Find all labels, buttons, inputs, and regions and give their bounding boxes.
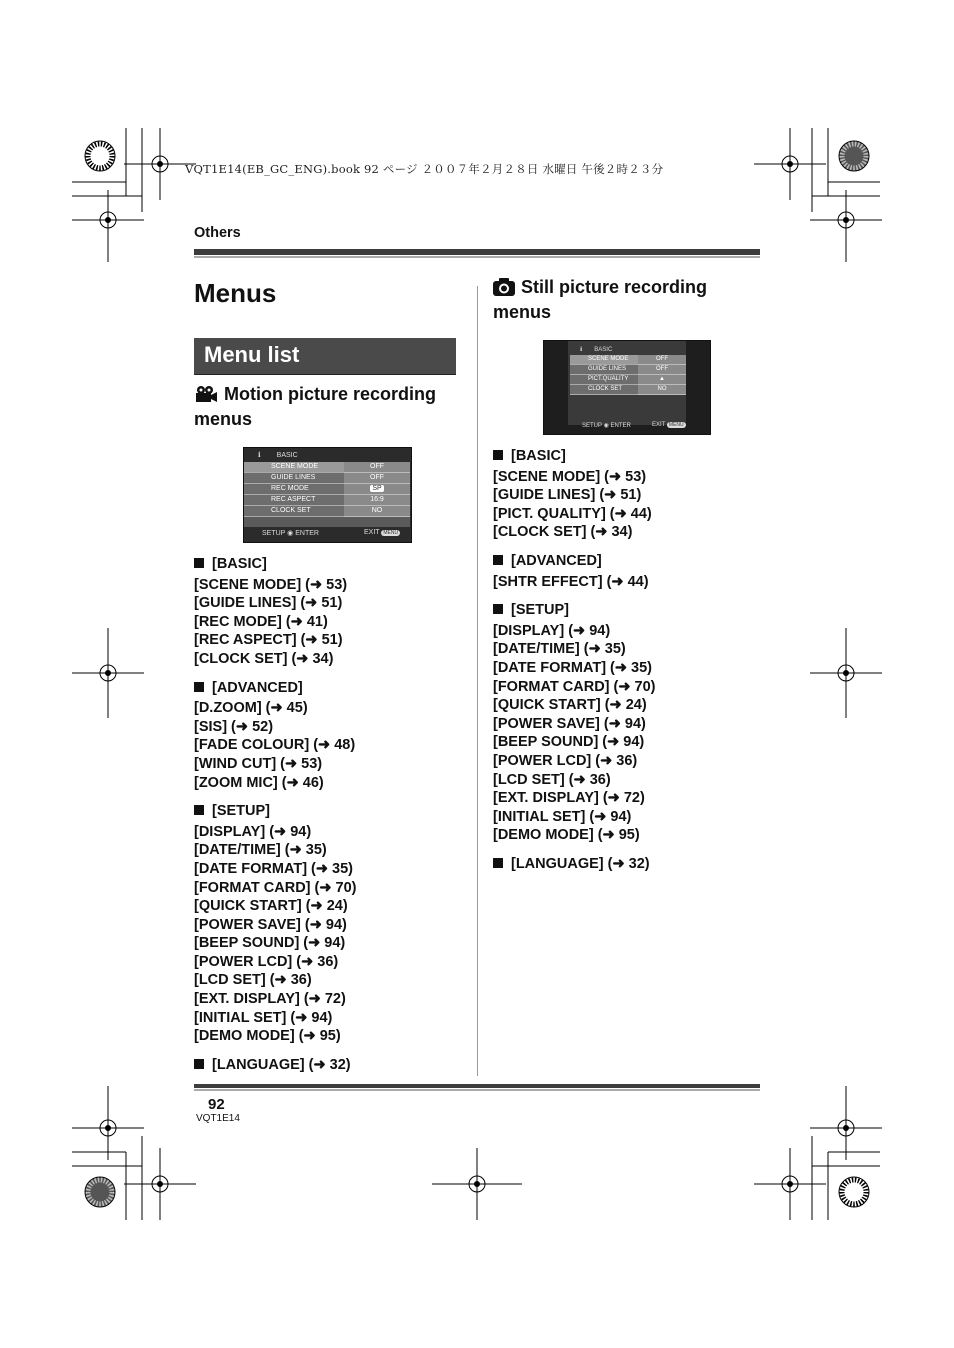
menu-group — [194, 679, 464, 793]
still-screen-row: CLOCK SET — [588, 386, 623, 392]
square-bullet-icon — [493, 858, 503, 868]
motion-heading-line1: Motion picture recording — [224, 384, 437, 404]
still-heading — [493, 276, 763, 323]
menu-entry: [CLOCK SET] (➜ 34) — [194, 650, 334, 667]
menu-group-label: [BASIC] — [511, 448, 566, 464]
bottom-rule-thin — [194, 1089, 760, 1091]
menu-group — [194, 1056, 464, 1075]
menu-group — [493, 447, 763, 542]
menu-group — [493, 601, 763, 845]
motion-screen-row: REC MODE — [271, 485, 309, 492]
motion-screen-row: REC ASPECT — [271, 496, 316, 503]
menu-entry: [QUICK START] (➜ 24) — [194, 898, 348, 915]
menu-group-heading — [194, 802, 464, 821]
menu-entry: [PICT. QUALITY] (➜ 44) — [493, 505, 652, 522]
motion-menu-screen — [243, 447, 412, 543]
still-menu-screen — [543, 340, 711, 435]
bottom-rule — [194, 1084, 760, 1088]
square-bullet-icon — [493, 450, 503, 460]
model-code: VQT1E14 — [196, 1113, 240, 1124]
movie-camera-icon — [194, 385, 218, 408]
menu-entry: [DEMO MODE] (➜ 95) — [493, 827, 640, 844]
motion-menu-list — [194, 555, 464, 1084]
still-heading-line2: menus — [493, 302, 552, 322]
camera-icon — [493, 278, 515, 301]
square-bullet-icon — [194, 1059, 204, 1069]
still-screen-footer: SETUP ◉ ENTER — [582, 423, 631, 429]
menu-group — [194, 555, 464, 669]
menu-entry: [FORMAT CARD] (➜ 70) — [493, 678, 656, 695]
square-bullet-icon — [194, 682, 204, 692]
motion-screen-row: GUIDE LINES — [271, 474, 316, 481]
menu-group-label: [BASIC] — [212, 556, 267, 572]
still-screen-value: ▲ — [638, 375, 686, 385]
menu-group-label: [LANGUAGE] (➜ 32) — [511, 855, 650, 872]
menu-entry: [SHTR EFFECT] (➜ 44) — [493, 573, 649, 590]
menu-entry: [FADE COLOUR] (➜ 48) — [194, 737, 356, 754]
page-number: 92 — [208, 1096, 225, 1113]
still-screen-value: NO — [638, 385, 686, 395]
menu-entry: [POWER SAVE] (➜ 94) — [493, 715, 646, 732]
motion-screen-value: 16:9 — [344, 495, 410, 506]
menu-entry: [INITIAL SET] (➜ 94) — [194, 1009, 333, 1026]
motion-screen-tab: ℹ BASIC — [258, 452, 298, 459]
menu-entry: [BEEP SOUND] (➜ 94) — [493, 734, 645, 751]
menu-group-label: [LANGUAGE] (➜ 32) — [212, 1056, 351, 1073]
menu-entry: [EXT. DISPLAY] (➜ 72) — [493, 790, 645, 807]
menu-entry: [INITIAL SET] (➜ 94) — [493, 808, 632, 825]
motion-screen-value: OFF — [344, 473, 410, 484]
menu-entry: [QUICK START] (➜ 24) — [493, 697, 647, 714]
menu-entry: [POWER SAVE] (➜ 94) — [194, 916, 347, 933]
motion-screen-value: SP — [344, 484, 410, 495]
menu-list-label: Menu list — [204, 342, 300, 367]
page-title: Menus — [194, 278, 277, 308]
motion-heading-line2: menus — [194, 409, 253, 429]
wrench-icon: ℹ — [258, 452, 261, 459]
menu-group — [194, 802, 464, 1046]
menu-group-label: [ADVANCED] — [212, 679, 303, 696]
motion-screen-value: NO — [344, 506, 410, 517]
menu-entry: [LCD SET] (➜ 36) — [493, 771, 611, 788]
menu-group — [493, 855, 763, 874]
menu-entry: [DISPLAY] (➜ 94) — [194, 823, 312, 840]
top-rule-thin — [194, 256, 760, 258]
motion-screen-footer: SETUP ◉ ENTER — [262, 530, 319, 537]
menu-list-banner — [194, 338, 456, 375]
section-label: Others — [194, 225, 241, 241]
menu-group-heading — [493, 601, 763, 620]
square-bullet-icon — [194, 558, 204, 568]
menu-entry: [LCD SET] (➜ 36) — [194, 972, 312, 989]
print-header: VQT1E14(EB_GC_ENG).book 92 ページ ２００７年２月２８日 水曜日 午後２時２３分 — [185, 162, 664, 176]
menu-group — [493, 552, 763, 591]
wrench-icon: ℹ — [580, 347, 583, 353]
menu-entry: [GUIDE LINES] (➜ 51) — [194, 595, 343, 612]
still-screen-row: SCENE MODE — [588, 356, 629, 362]
menu-entry: [POWER LCD] (➜ 36) — [194, 953, 339, 970]
menu-entry: [POWER LCD] (➜ 36) — [493, 752, 638, 769]
menu-group-heading — [493, 447, 763, 466]
menu-entry: [BEEP SOUND] (➜ 94) — [194, 935, 346, 952]
menu-entry: [DISPLAY] (➜ 94) — [493, 622, 611, 639]
menu-group-heading — [493, 552, 763, 571]
still-screen-row: GUIDE LINES — [588, 366, 627, 372]
still-screen-value: OFF — [638, 355, 686, 365]
still-screen-exit: EXIT MENU — [652, 422, 684, 428]
menu-group-heading — [194, 1056, 464, 1075]
menu-entry: [FORMAT CARD] (➜ 70) — [194, 879, 357, 896]
menu-entry: [CLOCK SET] (➜ 34) — [493, 524, 633, 541]
menu-group-label: [SETUP] — [212, 803, 270, 820]
menu-group-heading — [194, 679, 464, 698]
square-bullet-icon — [493, 604, 503, 614]
menu-entry: [REC MODE] (➜ 41) — [194, 613, 328, 630]
square-bullet-icon — [194, 805, 204, 815]
motion-screen-value: OFF — [344, 462, 410, 473]
still-screen-value: OFF — [638, 365, 686, 375]
menu-entry: [WIND CUT] (➜ 53) — [194, 755, 323, 772]
menu-entry: [DATE FORMAT] (➜ 35) — [194, 860, 354, 877]
top-rule — [194, 249, 760, 255]
menu-group-label: [ADVANCED] — [511, 552, 602, 569]
menu-entry: [D.ZOOM] (➜ 45) — [194, 700, 308, 717]
motion-heading — [194, 383, 464, 430]
menu-group-label: [SETUP] — [511, 602, 569, 619]
menu-group-heading — [194, 555, 464, 574]
menu-entry: [SCENE MODE] (➜ 53) — [493, 468, 647, 485]
menu-entry: [SCENE MODE] (➜ 53) — [194, 576, 348, 593]
motion-screen-row: SCENE MODE — [271, 463, 319, 470]
column-divider — [477, 286, 478, 1076]
menu-entry: [DATE/TIME] (➜ 35) — [194, 842, 327, 859]
menu-entry: [EXT. DISPLAY] (➜ 72) — [194, 991, 346, 1008]
menu-entry: [SIS] (➜ 52) — [194, 718, 274, 735]
menu-entry: [ZOOM MIC] (➜ 46) — [194, 774, 324, 791]
menu-entry: [GUIDE LINES] (➜ 51) — [493, 487, 642, 504]
menu-entry: [DATE FORMAT] (➜ 35) — [493, 659, 653, 676]
still-heading-line1: Still picture recording — [521, 277, 708, 297]
menu-entry: [REC ASPECT] (➜ 51) — [194, 632, 343, 649]
motion-screen-row: CLOCK SET — [271, 507, 311, 514]
still-screen-row: PICT.QUALITY — [588, 376, 629, 382]
still-screen-tab: ℹ BASIC — [580, 347, 613, 353]
square-bullet-icon — [493, 555, 503, 565]
menu-group-heading — [493, 855, 763, 874]
menu-entry: [DATE/TIME] (➜ 35) — [493, 641, 626, 658]
still-menu-list — [493, 447, 763, 883]
menu-entry: [DEMO MODE] (➜ 95) — [194, 1028, 341, 1045]
motion-screen-exit: EXIT MENU — [364, 529, 399, 536]
